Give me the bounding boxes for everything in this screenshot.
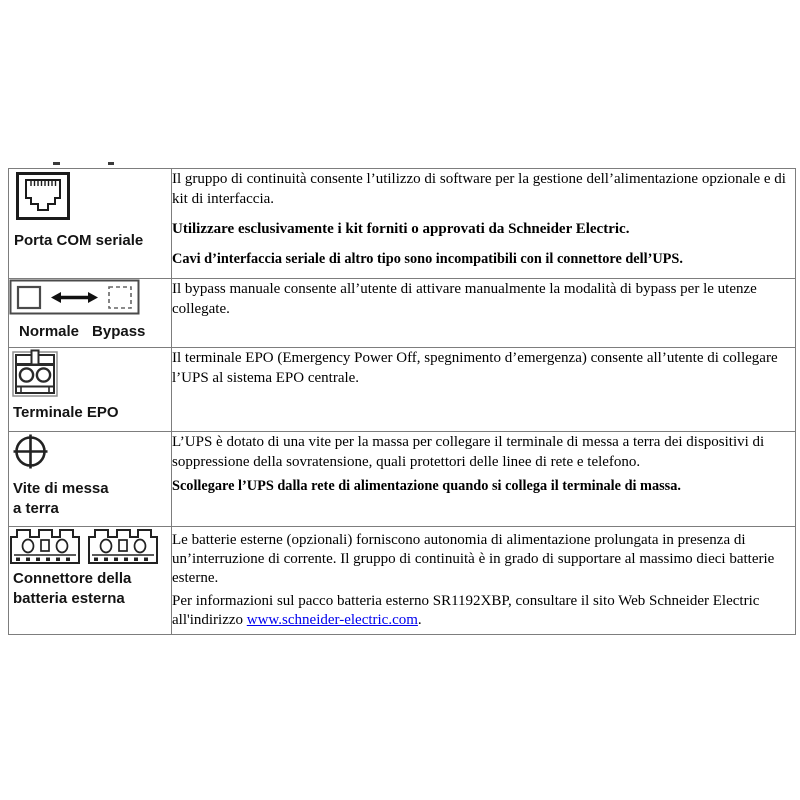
epo-terminal-icon [11,348,171,398]
row-label-terminale-epo: Terminale EPO [13,404,119,421]
row-label-connettore-batteria: Connettore della batteria esterna [13,570,132,607]
rear-panel-connections-table [8,168,796,635]
epo-terminal-cell [9,348,172,432]
ground-screw-icon [11,432,171,471]
row-label-porta-com: Porta COM seriale [14,232,144,249]
battery-connector-cell [9,527,172,635]
row-label-vite-di-messa: Vite di messa a terra [13,480,109,517]
ground-screw-cell [9,432,172,527]
row-label-normale-bypass [19,322,171,342]
schneider-website-link[interactable]: www.schneider-electric.com [246,612,418,628]
label-normale: Normale [19,323,80,340]
table-row-epo-terminal [9,348,796,432]
cropped-text-remnant [108,162,114,165]
description-text: Il terminale EPO (Emergency Power Off, spegnimento d’emergenza) consente all’utente di collegare l’UPS al sistema EPO centrale. [172,350,778,386]
normal-bypass-switch-icon [9,279,171,316]
epo-terminal-description [172,348,796,432]
description-text-bold: Cavi d’interfaccia seriale di altro tipo sono incompatibili con il connettore dell’UPS. [172,251,683,267]
description-text-bold: Utilizzare esclusivamente i kit forniti o approvati da Schneider Electric. [172,221,630,237]
rj45-serial-port-icon [15,171,171,221]
table-row-external-battery-connector [9,527,796,635]
label-bypass: Bypass [92,323,146,340]
cropped-text-remnant [53,162,60,165]
description-text: L’UPS è dotato di una vite per la massa per collegare il terminale di messa a terra dei dispositivi di soppressione della sovratensione, quali protettori delle linee di rete e telefono. [172,434,765,470]
normal-bypass-cell [9,279,172,348]
description-text: Il gruppo di continuità consente l’utilizzo di software per la gestione dell’alimentazione opzionale e di kit di interfaccia. [172,171,786,207]
battery-connector-description [172,527,796,635]
external-battery-connector-icon [9,527,171,565]
description-text-with-link: Per informazioni sul pacco batteria esterno SR1192XBP, consultare il sito Web Schneider Electric all'indirizzo www.schneider-electric.com. [172,593,760,628]
normal-bypass-description [172,279,796,348]
description-text: Le batterie esterne (opzionali) forniscono autonomia di alimentazione prolungata in presenza di un’interruzione di corrente. Il gruppo di continuità è in grado di supportare al massimo dieci batterie esterne. [172,532,775,586]
description-text: Il bypass manuale consente all’utente di attivare manualmente la modalità di bypass per le utenze collegate. [172,281,757,317]
table-row-ground-screw [9,432,796,527]
serial-com-port-description [172,169,796,279]
ground-screw-description [172,432,796,527]
description-text-bold: Scollegare l’UPS dalla rete di alimentazione quando si collega il terminale di massa. [172,478,681,494]
serial-com-port-cell [9,169,172,279]
table-row-serial-com-port [9,169,796,279]
table-row-normal-bypass [9,279,796,348]
